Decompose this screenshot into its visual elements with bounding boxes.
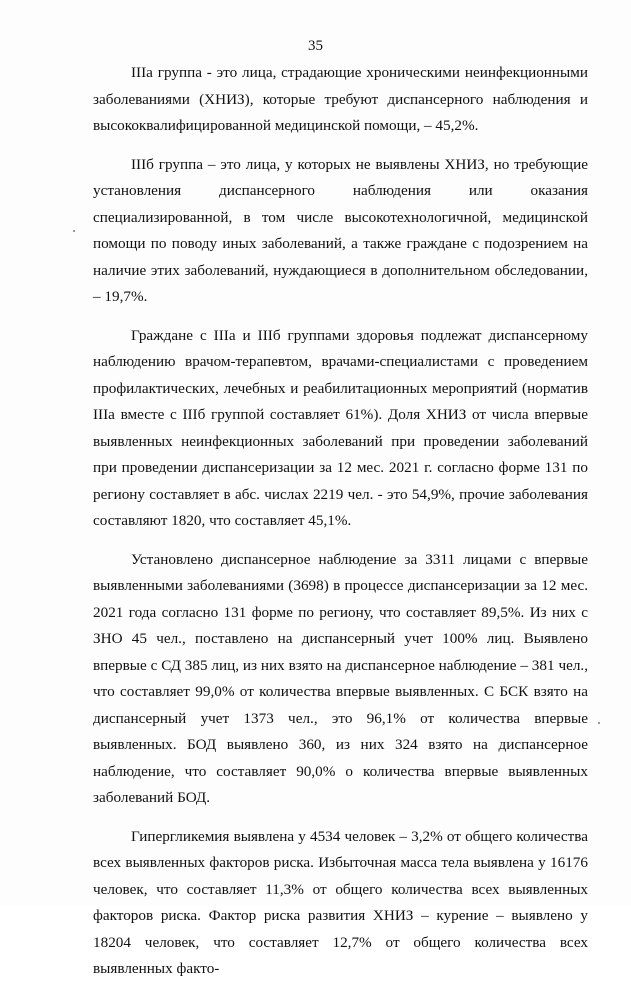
scan-speck	[73, 230, 75, 232]
page-number: 35	[308, 38, 323, 54]
paragraph-group-3b: IIIб группа – это лица, у которых не выявлены ХНИЗ, но требующие установления диспансерного наблюдения или оказания специализированной, в том числе высокотехнологичной, медицинской помощи по поводу иных заболеваний, а также граждане с подозрением на наличие этих заболеваний, нуждающиеся в дополнительном обследовании, – 19,7%.	[93, 155, 588, 305]
paragraph-risk-factors: Гипергликемия выявлена у 4534 человек – 3,2% от общего количества всех выявленных факторов риска. Избыточная масса тела выявлена у 16176 человек, что составляет 11,3% от общего количества всех выявленных факторов риска. Фактор риска развития ХНИЗ – курение – выявлено у 18204 человек, что составляет 12,7% от общего количества всех выявленных факто-	[93, 827, 588, 977]
paragraph-health-groups-observation: Граждане с IIIa и IIIб группами здоровья подлежат диспансерному наблюдению врачом-терапевтом, врачами-специалистами с проведением профилактических, лечебных и реабилитационных мероприятий (норматив IIIa вместе с IIIб группой составляет 61%). Доля ХНИЗ от числа впервые выявленных неинфекционных заболеваний при проведении заболеваний при проведении диспансеризации за 12 мес. 2021 г. согласно форме 131 по региону составляет в абс. числах 2219 чел. - это 54,9%, прочие заболевания составляют 1820, что составляет 45,1%.	[93, 326, 588, 529]
paragraph-group-3a: IIIa группа - это лица, страдающие хроническими неинфекционными заболеваниями (ХНИЗ), которые требуют диспансерного наблюдения и высококвалифицированной медицинской помощи, – 45,2%.	[93, 64, 588, 134]
body-text	[93, 60, 588, 995]
scan-speck	[598, 722, 600, 724]
paragraph-dispensary-observation-stats: Установлено диспансерное наблюдение за 3311 лицами с впервые выявленными заболеваниями (3698) в процессе диспансеризации за 12 мес. 2021 года согласно 131 форме по региону, что составляет 89,5%. Из них с ЗНО 45 чел., поставлено на диспансерный учет 100% лиц. Выявлено впервые с СД 385 лиц, из них взято на диспансерное наблюдение – 381 чел., что составляет 99,0% от количества впервые выявленных. С БСК взято на диспансерный учет 1373 чел., это 96,1% от количества впервые выявленных. БОД выявлено 360, из них 324 взято на диспансерное наблюдение, что составляет 90,0% о количества впервые выявленных заболеваний БОД.	[93, 550, 588, 806]
